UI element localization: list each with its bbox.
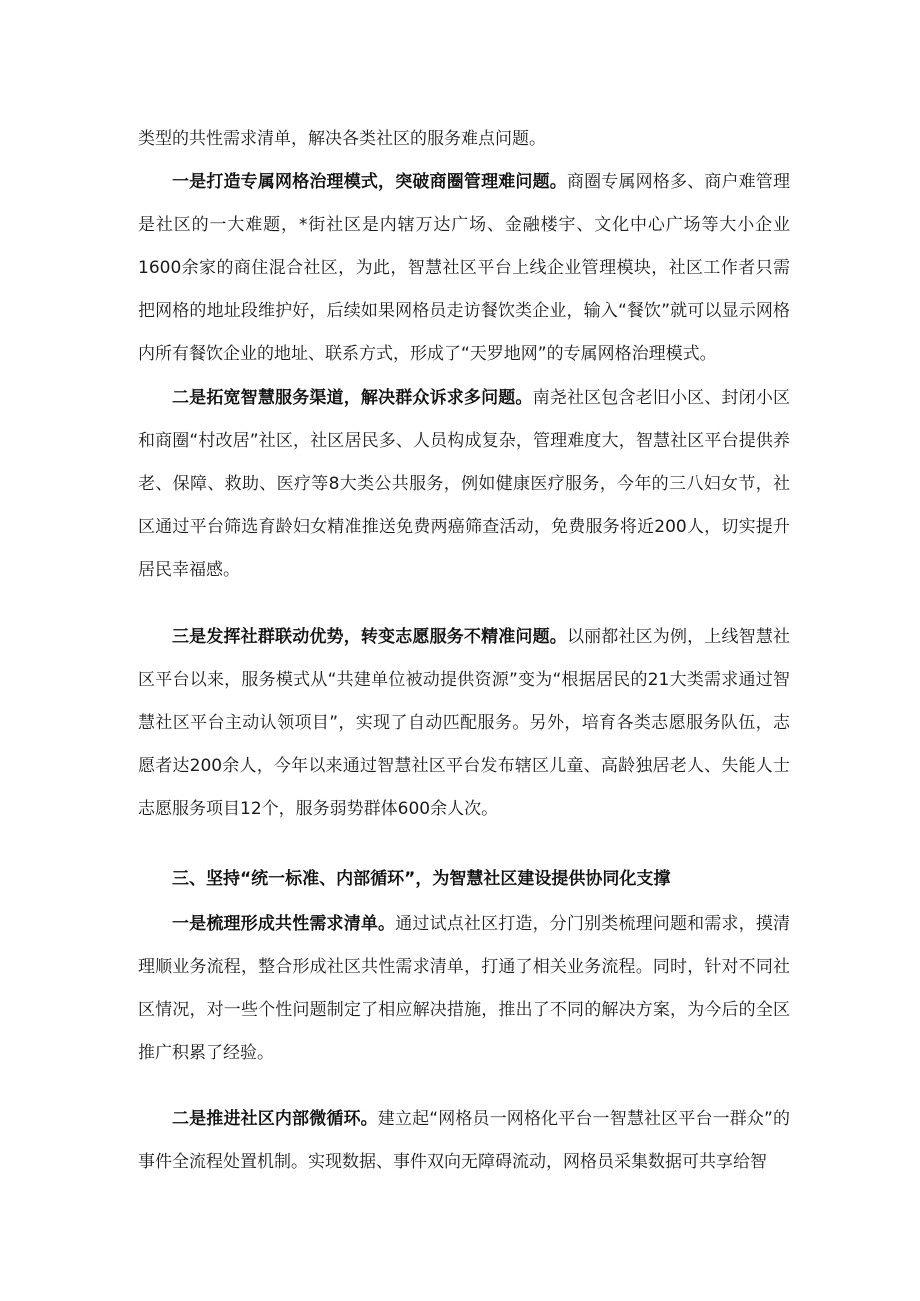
paragraph-lead: 二是推进社区内部微循环。 [172,1109,378,1129]
paragraph-demand-list [138,903,790,1075]
paragraph-text: 商圈专属网格多、商户难管理是社区的一大难题，*街社区是内辖万达广场、金融楼宇、文化中心广场等大小企业1600余家的商住混合社区，为此，智慧社区平台上线企业管理模块，社区工作者只需把网格的地址段维护好，后续如果网格员走访餐饮类企业，输入“餐饮”就可以显示网格内所有餐饮企业的地址、联系方式，形成了“天罗地网”的专属网格治理模式。 [138,172,791,364]
paragraph-text: 类型的共性需求清单，解决各类社区的服务难点问题。 [138,129,546,149]
paragraph-text: 南尧社区包含老旧小区、封闭小区和商圈“村改居”社区，社区居民多、人员构成复杂，管理难度大，智慧社区平台提供养老、保障、救助、医疗等8大类公共服务，例如健康医疗服务，今年的三八妇女节，社区通过平台筛选育龄妇女精准推送免费两癌筛查活动，免费服务将近200人，切实提升居民幸福感。 [138,388,791,580]
paragraph-continuation [138,118,790,161]
paragraph-micro-circulation [138,1098,790,1184]
section-heading: 三、坚持“统一标准、内部循环”，为智慧社区建设提供协同化支撑 [172,869,671,889]
paragraph-lead: 一是梳理形成共性需求清单。 [172,914,396,934]
paragraph-text: 建立起“网格员一网格化平台一智慧社区平台一群众”的事件全流程处置机制。实现数据、事件双向无障碍流动，网格员采集数据可共享给智 [138,1109,790,1172]
paragraph-lead: 二是拓宽智慧服务渠道，解决群众诉求多问题。 [172,388,533,408]
paragraph-service-channels [138,377,790,592]
paragraph-lead: 一是打造专属网格治理模式，突破商圈管理难问题。 [172,172,567,192]
paragraph-grid-governance [138,161,790,376]
paragraph-text: 以丽都社区为例，上线智慧社区平台以来，服务模式从“共建单位被动提供资源”变为“根据居民的21大类需求通过智慧社区平台主动认领项目”，实现了自动匹配服务。另外，培育各类志愿服务队伍，志愿者达200余人，今年以来通过智慧社区平台发布辖区儿童、高龄独居老人、失能人士志愿服务项目12个，服务弱势群体600余人次。 [138,627,791,819]
paragraph-lead: 三是发挥社群联动优势，转变志愿服务不精准问题。 [172,627,567,647]
paragraph-volunteer-service [138,616,790,831]
paragraph-text: 通过试点社区打造，分门别类梳理问题和需求，摸清理顺业务流程，整合形成社区共性需求清单，打通了相关业务流程。同时，针对不同社区情况，对一些个性问题制定了相应解决措施，推出了不同的解决方案，为今后的全区推广积累了经验。 [138,914,791,1063]
